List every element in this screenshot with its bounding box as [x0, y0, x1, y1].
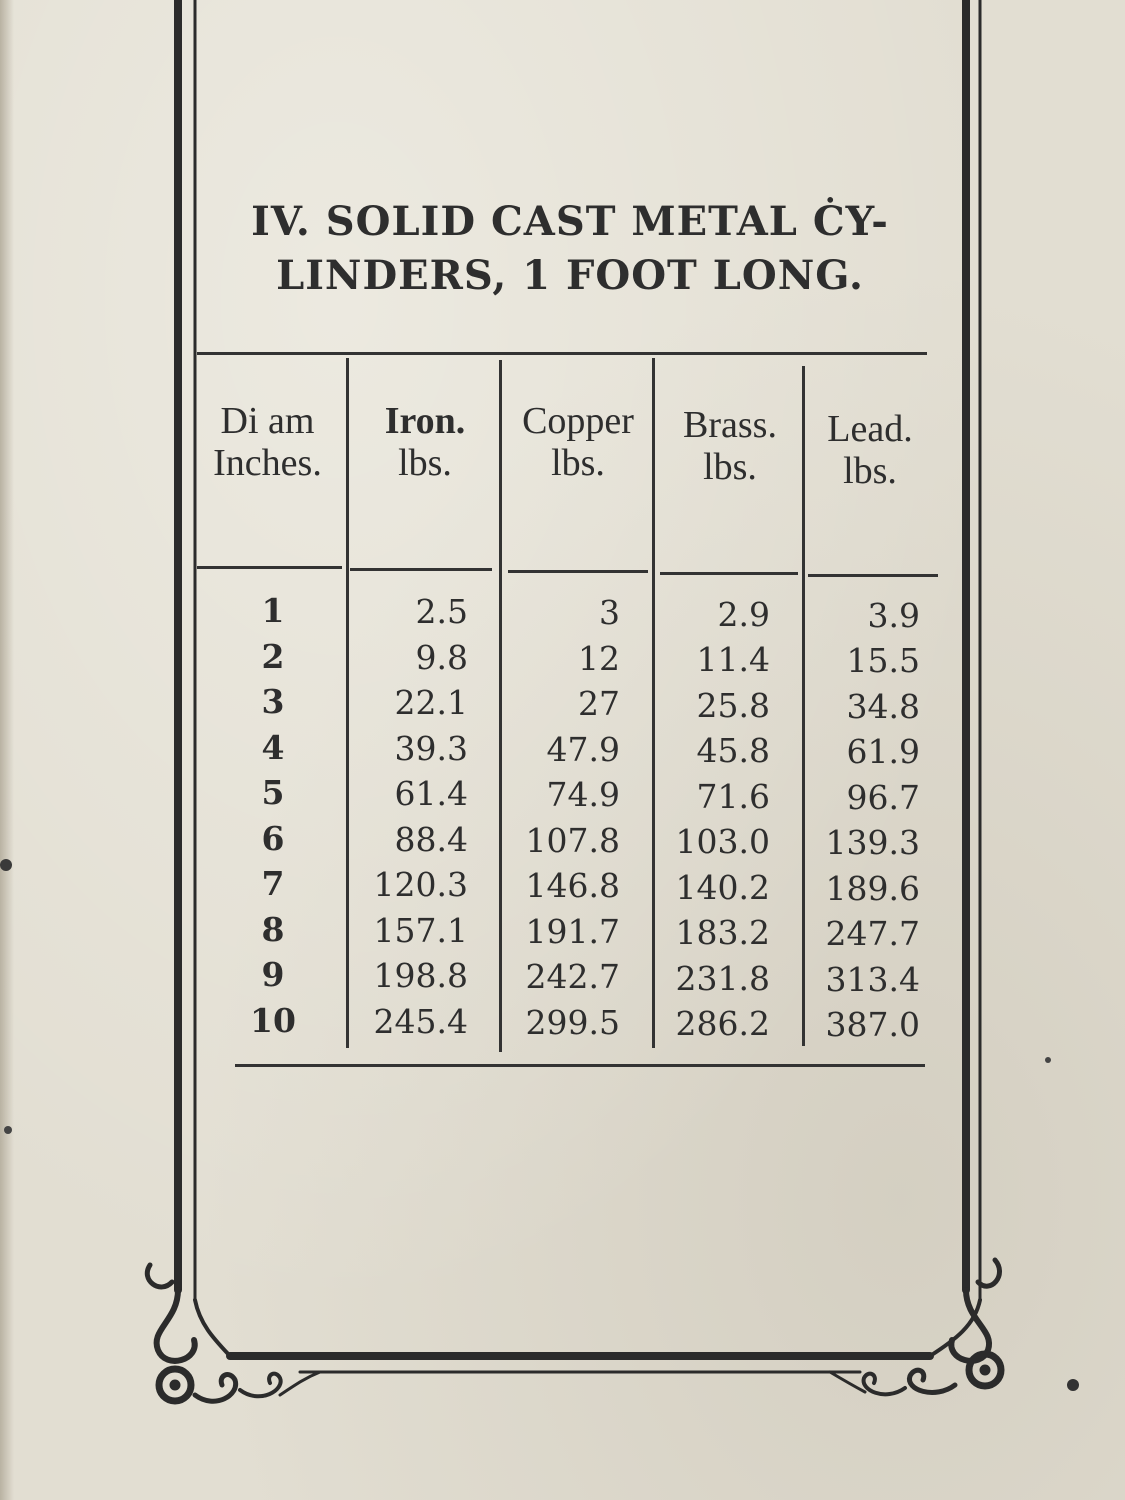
- cell-diam-row-4: 4: [261, 727, 285, 767]
- cell-lead-row-5: 96.7: [846, 777, 920, 817]
- table-top-rule: [197, 352, 927, 355]
- cell-iron-row-3: 22.1: [394, 683, 468, 723]
- header-diam-line-2: Inches.: [213, 442, 322, 484]
- cell-iron-row-1: 2.5: [415, 592, 468, 632]
- cell-copper-row-10: 299.5: [525, 1002, 620, 1042]
- cell-iron-row-7: 120.3: [373, 865, 468, 905]
- header-iron: [350, 400, 500, 484]
- header-copper-line-2: lbs.: [551, 442, 605, 484]
- cell-brass-row-4: 45.8: [696, 731, 770, 771]
- header-copper: [502, 400, 654, 484]
- header-brass: [655, 404, 805, 488]
- header-brass-line-1: Brass.: [683, 404, 777, 446]
- cell-iron-row-2: 9.8: [415, 637, 468, 677]
- cell-diam-row-9: 9: [261, 955, 285, 994]
- cell-brass-row-8: 183.2: [675, 913, 770, 953]
- cell-copper-row-7: 146.8: [525, 866, 620, 906]
- cell-brass-row-9: 231.8: [675, 958, 770, 998]
- cell-diam-row-1: 1: [261, 591, 285, 630]
- table-title-line-1: IV. SOLID CAST METAL ĊY-: [251, 198, 889, 245]
- cell-brass-row-6: 103.0: [675, 822, 770, 862]
- cell-lead-row-3: 34.8: [846, 686, 920, 726]
- cell-diam-row-8: 8: [261, 909, 285, 949]
- cell-iron-row-10: 245.4: [373, 1001, 468, 1041]
- cell-copper-row-1: 3: [599, 593, 620, 633]
- header-diam: [190, 400, 345, 484]
- cell-copper-row-3: 27: [578, 684, 620, 724]
- header-iron-line-2: lbs.: [398, 442, 452, 484]
- header-rule-col3: [508, 570, 648, 573]
- cell-iron-row-6: 88.4: [394, 819, 468, 859]
- cell-lead-row-9: 313.4: [825, 959, 920, 999]
- cell-copper-row-2: 12: [578, 638, 620, 678]
- cell-brass-row-5: 71.6: [696, 776, 770, 816]
- cell-brass-row-3: 25.8: [696, 685, 770, 725]
- header-copper-line-1: Copper: [522, 400, 634, 442]
- header-diam-line-1: Di am: [220, 400, 315, 442]
- cell-lead-row-2: 15.5: [846, 641, 920, 681]
- header-lead: [805, 408, 935, 492]
- cell-lead-row-6: 139.3: [825, 823, 920, 863]
- header-rule-col5: [808, 574, 938, 577]
- cell-lead-row-8: 247.7: [825, 914, 920, 954]
- cell-copper-row-9: 242.7: [525, 957, 620, 997]
- cell-brass-row-2: 11.4: [696, 640, 770, 680]
- header-brass-line-2: lbs.: [703, 446, 757, 488]
- header-lead-line-1: Lead.: [827, 408, 913, 450]
- table-title-line-2: LINDERS, 1 FOOT LONG.: [276, 252, 864, 299]
- cell-diam-row-10: 10: [250, 1000, 296, 1040]
- cell-lead-row-1: 3.9: [867, 595, 920, 635]
- cell-diam-row-6: 6: [261, 818, 285, 858]
- cell-lead-row-10: 387.0: [825, 1005, 920, 1045]
- cell-iron-row-4: 39.3: [394, 728, 468, 768]
- header-rule-col1: [197, 566, 342, 569]
- table-bottom-rule: [235, 1064, 925, 1067]
- cell-diam-row-5: 5: [261, 773, 285, 812]
- cell-copper-row-6: 107.8: [525, 820, 620, 860]
- cell-lead-row-7: 189.6: [825, 868, 920, 908]
- header-rule-col4: [660, 572, 798, 575]
- cell-diam-row-7: 7: [261, 864, 285, 903]
- cell-copper-row-4: 47.9: [546, 729, 620, 769]
- header-lead-line-2: lbs.: [843, 450, 897, 492]
- cell-lead-row-4: 61.9: [846, 732, 920, 772]
- cell-iron-row-9: 198.8: [373, 956, 468, 996]
- header-iron-line-1: Iron.: [384, 400, 466, 442]
- cell-copper-row-8: 191.7: [525, 911, 620, 951]
- cell-diam-row-3: 3: [261, 682, 285, 721]
- cell-iron-row-5: 61.4: [394, 774, 468, 814]
- cell-diam-row-2: 2: [261, 636, 285, 676]
- cell-brass-row-10: 286.2: [675, 1004, 770, 1044]
- header-rule-col2: [350, 568, 492, 571]
- cell-iron-row-8: 157.1: [373, 910, 468, 950]
- cell-copper-row-5: 74.9: [546, 775, 620, 815]
- cell-brass-row-7: 140.2: [675, 867, 770, 907]
- cell-brass-row-1: 2.9: [717, 594, 770, 634]
